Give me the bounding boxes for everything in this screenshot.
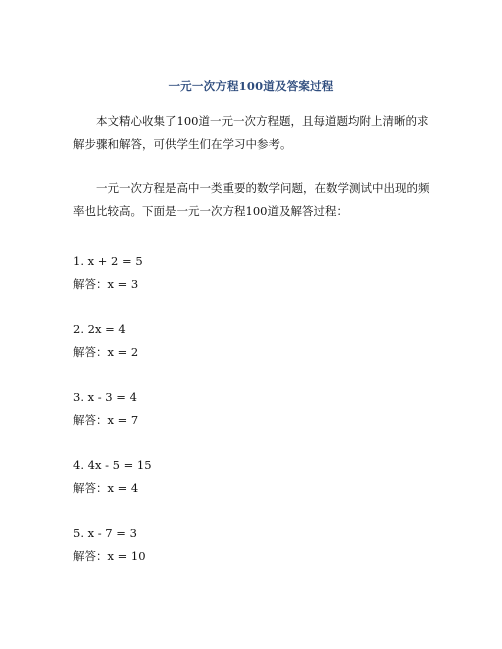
problem-answer: 解答：x = 10: [73, 549, 146, 563]
problem-item: [73, 250, 433, 318]
problem-question: 5. x - 7 = 3: [73, 526, 137, 540]
problem-question: 1. x + 2 = 5: [73, 254, 143, 268]
document-title: 一元一次方程100道及答案过程: [168, 79, 334, 93]
problem-question: 4. 4x - 5 = 15: [73, 458, 152, 472]
problem-item: [73, 522, 433, 590]
problem-answer: 解答：x = 7: [73, 413, 139, 427]
problem-answer: 解答：x = 4: [73, 481, 139, 495]
problem-list: [73, 250, 433, 590]
problem-item: [73, 386, 433, 454]
description-paragraph: 一元一次方程是高中一类重要的数学问题，在数学测试中出现的频率也比较高。下面是一元一次方程100道及解答过程：: [73, 181, 430, 218]
problem-question: 2. 2x = 4: [73, 322, 126, 336]
problem-item: [73, 454, 433, 522]
problem-item: [73, 318, 433, 386]
intro-paragraph: 本文精心收集了100道一元一次方程题，且每道题均附上清晰的求解步骤和解答，可供学生们在学习中参考。: [73, 114, 429, 151]
problem-answer: 解答：x = 3: [73, 277, 139, 291]
problem-question: 3. x - 3 = 4: [73, 390, 137, 404]
problem-answer: 解答：x = 2: [73, 345, 139, 359]
